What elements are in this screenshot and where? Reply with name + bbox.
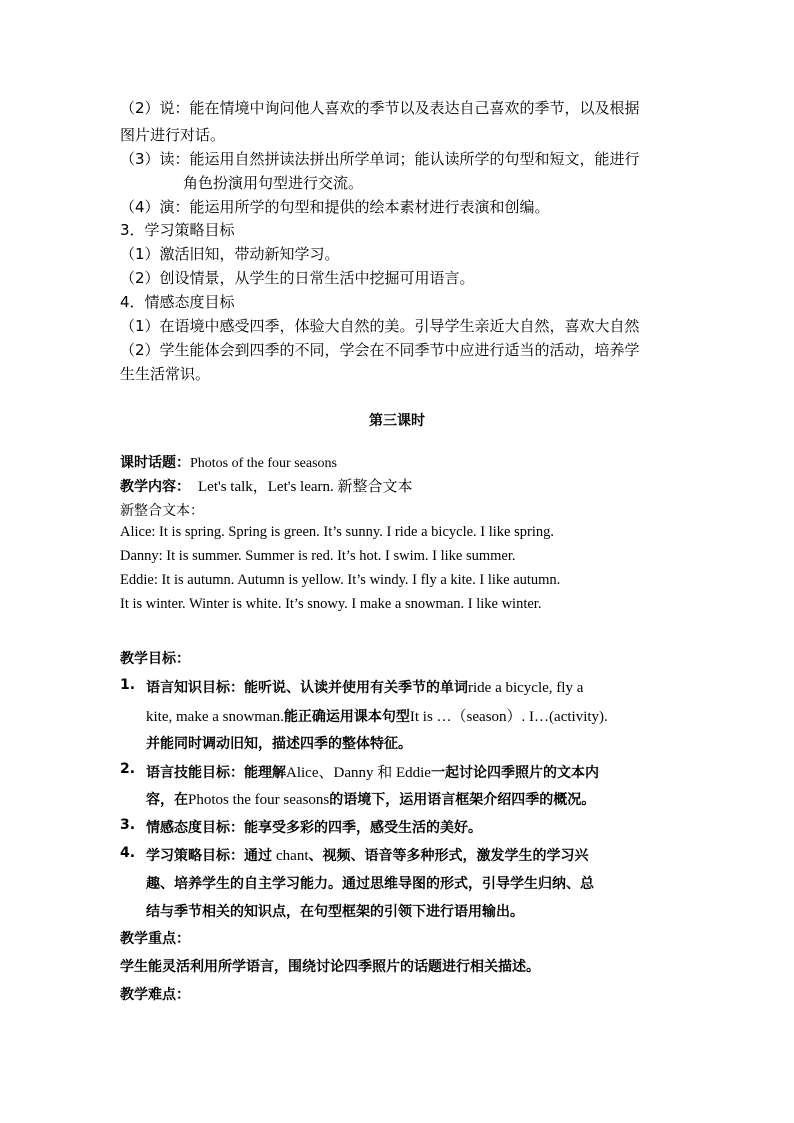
goal-4-text-a: 学习策略目标：通过 [146, 848, 272, 864]
goal-1-number: 1. [120, 677, 136, 693]
lesson-title: 第三课时 [369, 413, 425, 429]
heading-emotional-attitude: 4．情感态度目标 [120, 293, 235, 311]
goal-1-line-1 [146, 677, 583, 697]
content-value: Let's talk，Let's learn. 新整合文本 [198, 479, 413, 495]
dialog-line-danny: Danny: It is summer. Summer is red. It’s hot. I swim. I like summer. [120, 548, 516, 564]
topic-label: 课时话题： [120, 455, 190, 471]
goal-2-text-e: Photos the four seasons [188, 792, 330, 808]
lesson-topic [120, 452, 337, 472]
heading-learning-strategy: 3．学习策略目标 [120, 221, 235, 239]
goal-1-text-d: 能正确运用课本句型 [283, 709, 410, 725]
objective-line-speak-cont: 图片进行对话。 [120, 126, 226, 144]
strategy-line-2: （2）创设情景，从学生的日常生活中挖掘可用语言。 [120, 269, 475, 287]
attitude-line-1: （1）在语境中感受四季，体验大自然的美。引导学生亲近大自然，喜欢大自然 [120, 317, 640, 335]
key-points-text: 学生能灵活利用所学语言，围绕讨论四季照片的话题进行相关描述。 [120, 959, 540, 975]
content-label: 教学内容： [120, 479, 190, 495]
goal-4-line-3: 结与季节相关的知识点，在句型框架的引领下进行语用输出。 [146, 904, 524, 920]
goal-2-number: 2. [120, 761, 136, 777]
goal-2-line-2 [146, 789, 595, 809]
strategy-line-1: （1）激活旧知，带动新知学习。 [120, 245, 340, 263]
goal-2-line-1 [146, 761, 599, 782]
goal-4-line-1 [146, 845, 588, 865]
dialog-line-eddie: Eddie: It is autumn. Autumn is yellow. It’s windy. I fly a kite. I like autumn. [120, 572, 561, 588]
topic-value: Photos of the four seasons [190, 456, 337, 471]
goals-label: 教学目标： [120, 651, 190, 667]
goal-4-number: 4. [120, 845, 136, 861]
difficult-points-label: 教学难点： [120, 987, 190, 1003]
goal-1-text-a: 语言知识目标：能听说、认读并使用有关季节的单词 [146, 680, 468, 696]
goal-1-text-c: kite, make a snowman. [146, 709, 284, 725]
goal-1-text-e: It is …（season）. I…(activity). [409, 709, 608, 725]
attitude-line-2-cont: 生生活常识。 [120, 365, 211, 383]
goal-2-text-a: 语言技能目标：能理解 [146, 765, 286, 781]
goal-4-text-c: 、视频、语音等多种形式，激发学生的学习兴 [308, 848, 589, 864]
objective-line-read-cont: 角色扮演用句型进行交流。 [183, 174, 364, 192]
goal-2-text-b: Alice、Danny 和 Eddie [286, 765, 431, 781]
key-points-label: 教学重点： [120, 931, 190, 947]
attitude-line-2: （2）学生能体会到四季的不同，学会在不同季节中应进行适当的活动，培养学 [120, 341, 640, 359]
goal-3-number: 3. [120, 817, 136, 833]
goal-2-text-d: 容，在 [146, 792, 188, 808]
lesson-content [120, 475, 413, 496]
dialog-line-winter: It is winter. Winter is white. It’s snowy. I make a snowman. I like winter. [120, 596, 542, 612]
goal-3-line: 情感态度目标：能享受多彩的四季，感受生活的美好。 [146, 820, 482, 836]
goal-1-text-b: ride a bicycle, fly a [468, 680, 584, 696]
objective-line-read: （3）读：能运用自然拼读法拼出所学单词；能认读所学的句型和短文，能进行 [120, 150, 640, 168]
goal-2-text-c: 一起讨论四季照片的文本内 [430, 765, 599, 781]
goal-1-line-2 [146, 705, 608, 726]
new-text-label: 新整合文本： [120, 503, 204, 519]
objective-line-speak: （2）说：能在情境中询问他人喜欢的季节以及表达自己喜欢的季节，以及根据 [120, 99, 640, 117]
goal-1-line-3: 并能同时调动旧知，描述四季的整体特征。 [146, 736, 412, 752]
objective-line-act: （4）演：能运用所学的句型和提供的绘本素材进行表演和创编。 [120, 198, 550, 216]
goal-4-text-b: chant [276, 848, 309, 864]
goal-4-line-2: 趣、培养学生的自主学习能力。通过思维导图的形式，引导学生归纳、总 [146, 876, 594, 892]
goal-2-text-f: 的语境下，运用语言框架介绍四季的概况。 [329, 792, 596, 808]
dialog-line-alice: Alice: It is spring. Spring is green. It’s sunny. I ride a bicycle. I like spring. [120, 524, 554, 540]
